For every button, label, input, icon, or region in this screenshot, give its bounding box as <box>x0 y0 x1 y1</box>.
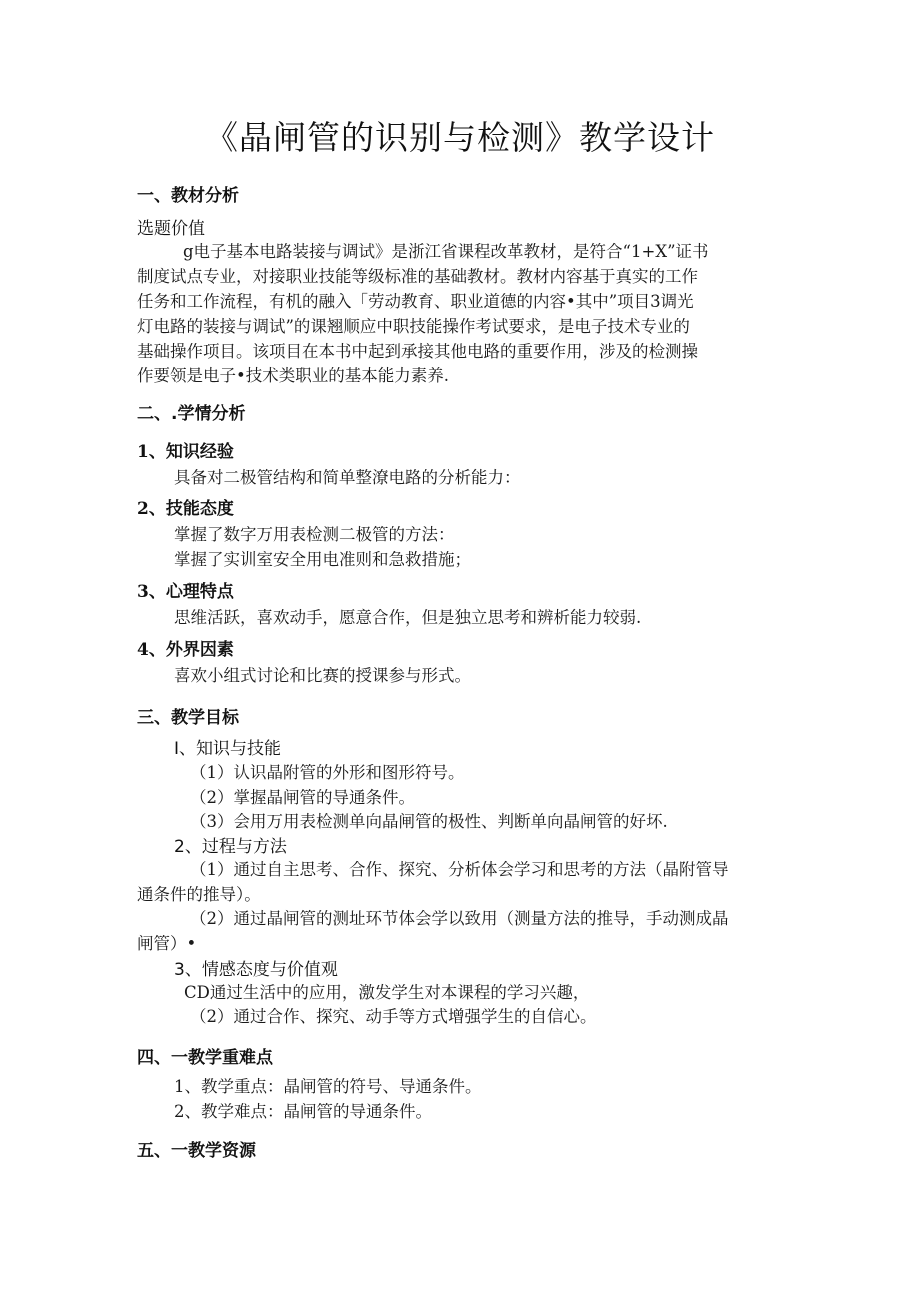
goal-item: （1）通过自主思考、合作、探究、分析体会学习和思考的方法（晶附管导 <box>190 860 729 879</box>
paragraph-line: 作要领是电子•技术类职业的基本能力素养. <box>137 366 449 385</box>
paragraph-line: 制度试点专业，对接职业技能等级标准的基础教材。教材内容基于真实的工作 <box>137 267 698 286</box>
item-text: 喜欢小组式讨论和比赛的授课参与形式。 <box>174 666 471 685</box>
goal-item: 闸管）• <box>137 934 197 953</box>
goal-group-title: I、知识与技能 <box>174 739 282 759</box>
section-heading-teaching-resources: 五、一教学资源 <box>137 1141 256 1161</box>
document-title: 《晶闸管的识别与检测》教学设计 <box>205 118 715 157</box>
section-heading-textbook-analysis: 一、教材分析 <box>137 186 239 206</box>
item-heading-external-factors: 4、外界因素 <box>137 640 234 660</box>
goal-item: （2）掌握晶闸管的导通条件。 <box>190 788 415 807</box>
item-text: 掌握了数字万用表检测二极管的方法： <box>174 525 455 544</box>
goal-item: 通条件的推导）。 <box>137 885 261 904</box>
goal-item: CD通过生活中的应用，激发学生对本课程的学习兴趣， <box>184 983 590 1002</box>
item-heading-psychology: 3、心理特点 <box>137 582 234 602</box>
goal-item: （3）会用万用表检测单向晶闸管的极性、判断单向晶闸管的好坏. <box>190 812 668 831</box>
item-text: 掌握了实训室安全用电准则和急救措施； <box>174 550 471 569</box>
section-heading-student-analysis: 二、.学情分析 <box>137 404 246 424</box>
item-text: 思维活跃，喜欢动手，愿意合作，但是独立思考和辨析能力较弱. <box>174 608 642 627</box>
subheading-topic-value: 选题价值 <box>137 219 205 239</box>
paragraph-line: 任务和工作流程，有机的融入「劳动教育、职业道德的内容•其中”项目3调光 <box>137 292 694 311</box>
paragraph-line: 灯电路的装接与调试”的课翘顺应中职技能操作考试要求，是电子技术专业的 <box>137 317 690 336</box>
item-heading-skills: 2、技能态度 <box>137 499 234 519</box>
goal-group-title: 2、过程与方法 <box>174 837 287 857</box>
goal-item: （1）认识晶附管的外形和图形符号。 <box>190 763 465 782</box>
key-point-item: 2、教学难点：晶闸管的导通条件。 <box>174 1102 432 1121</box>
paragraph-line: 基础操作项目。该项目在本书中起到承接其他电路的重要作用，涉及的检测操 <box>137 342 698 361</box>
paragraph-line: g电子基本电路装接与调试》是浙江省课程改革教材，是符合“1+X”证书 <box>183 242 709 261</box>
section-heading-key-points: 四、一教学重难点 <box>137 1048 273 1068</box>
goal-item: （2）通过晶闸管的测址环节体会学以致用（测量方法的推导，手动测成晶 <box>190 909 729 928</box>
item-heading-knowledge: 1、知识经验 <box>137 442 234 462</box>
section-heading-teaching-goals: 三、教学目标 <box>137 708 239 728</box>
item-text: 具备对二极管结构和简单整潦电路的分析能力： <box>174 468 521 487</box>
goal-item: （2）通过合作、探究、动手等方式增强学生的自信心。 <box>190 1007 597 1026</box>
goal-group-title: 3、情感态度与价值观 <box>174 960 338 980</box>
key-point-item: 1、教学重点：晶闸管的符号、导通条件。 <box>174 1077 482 1096</box>
